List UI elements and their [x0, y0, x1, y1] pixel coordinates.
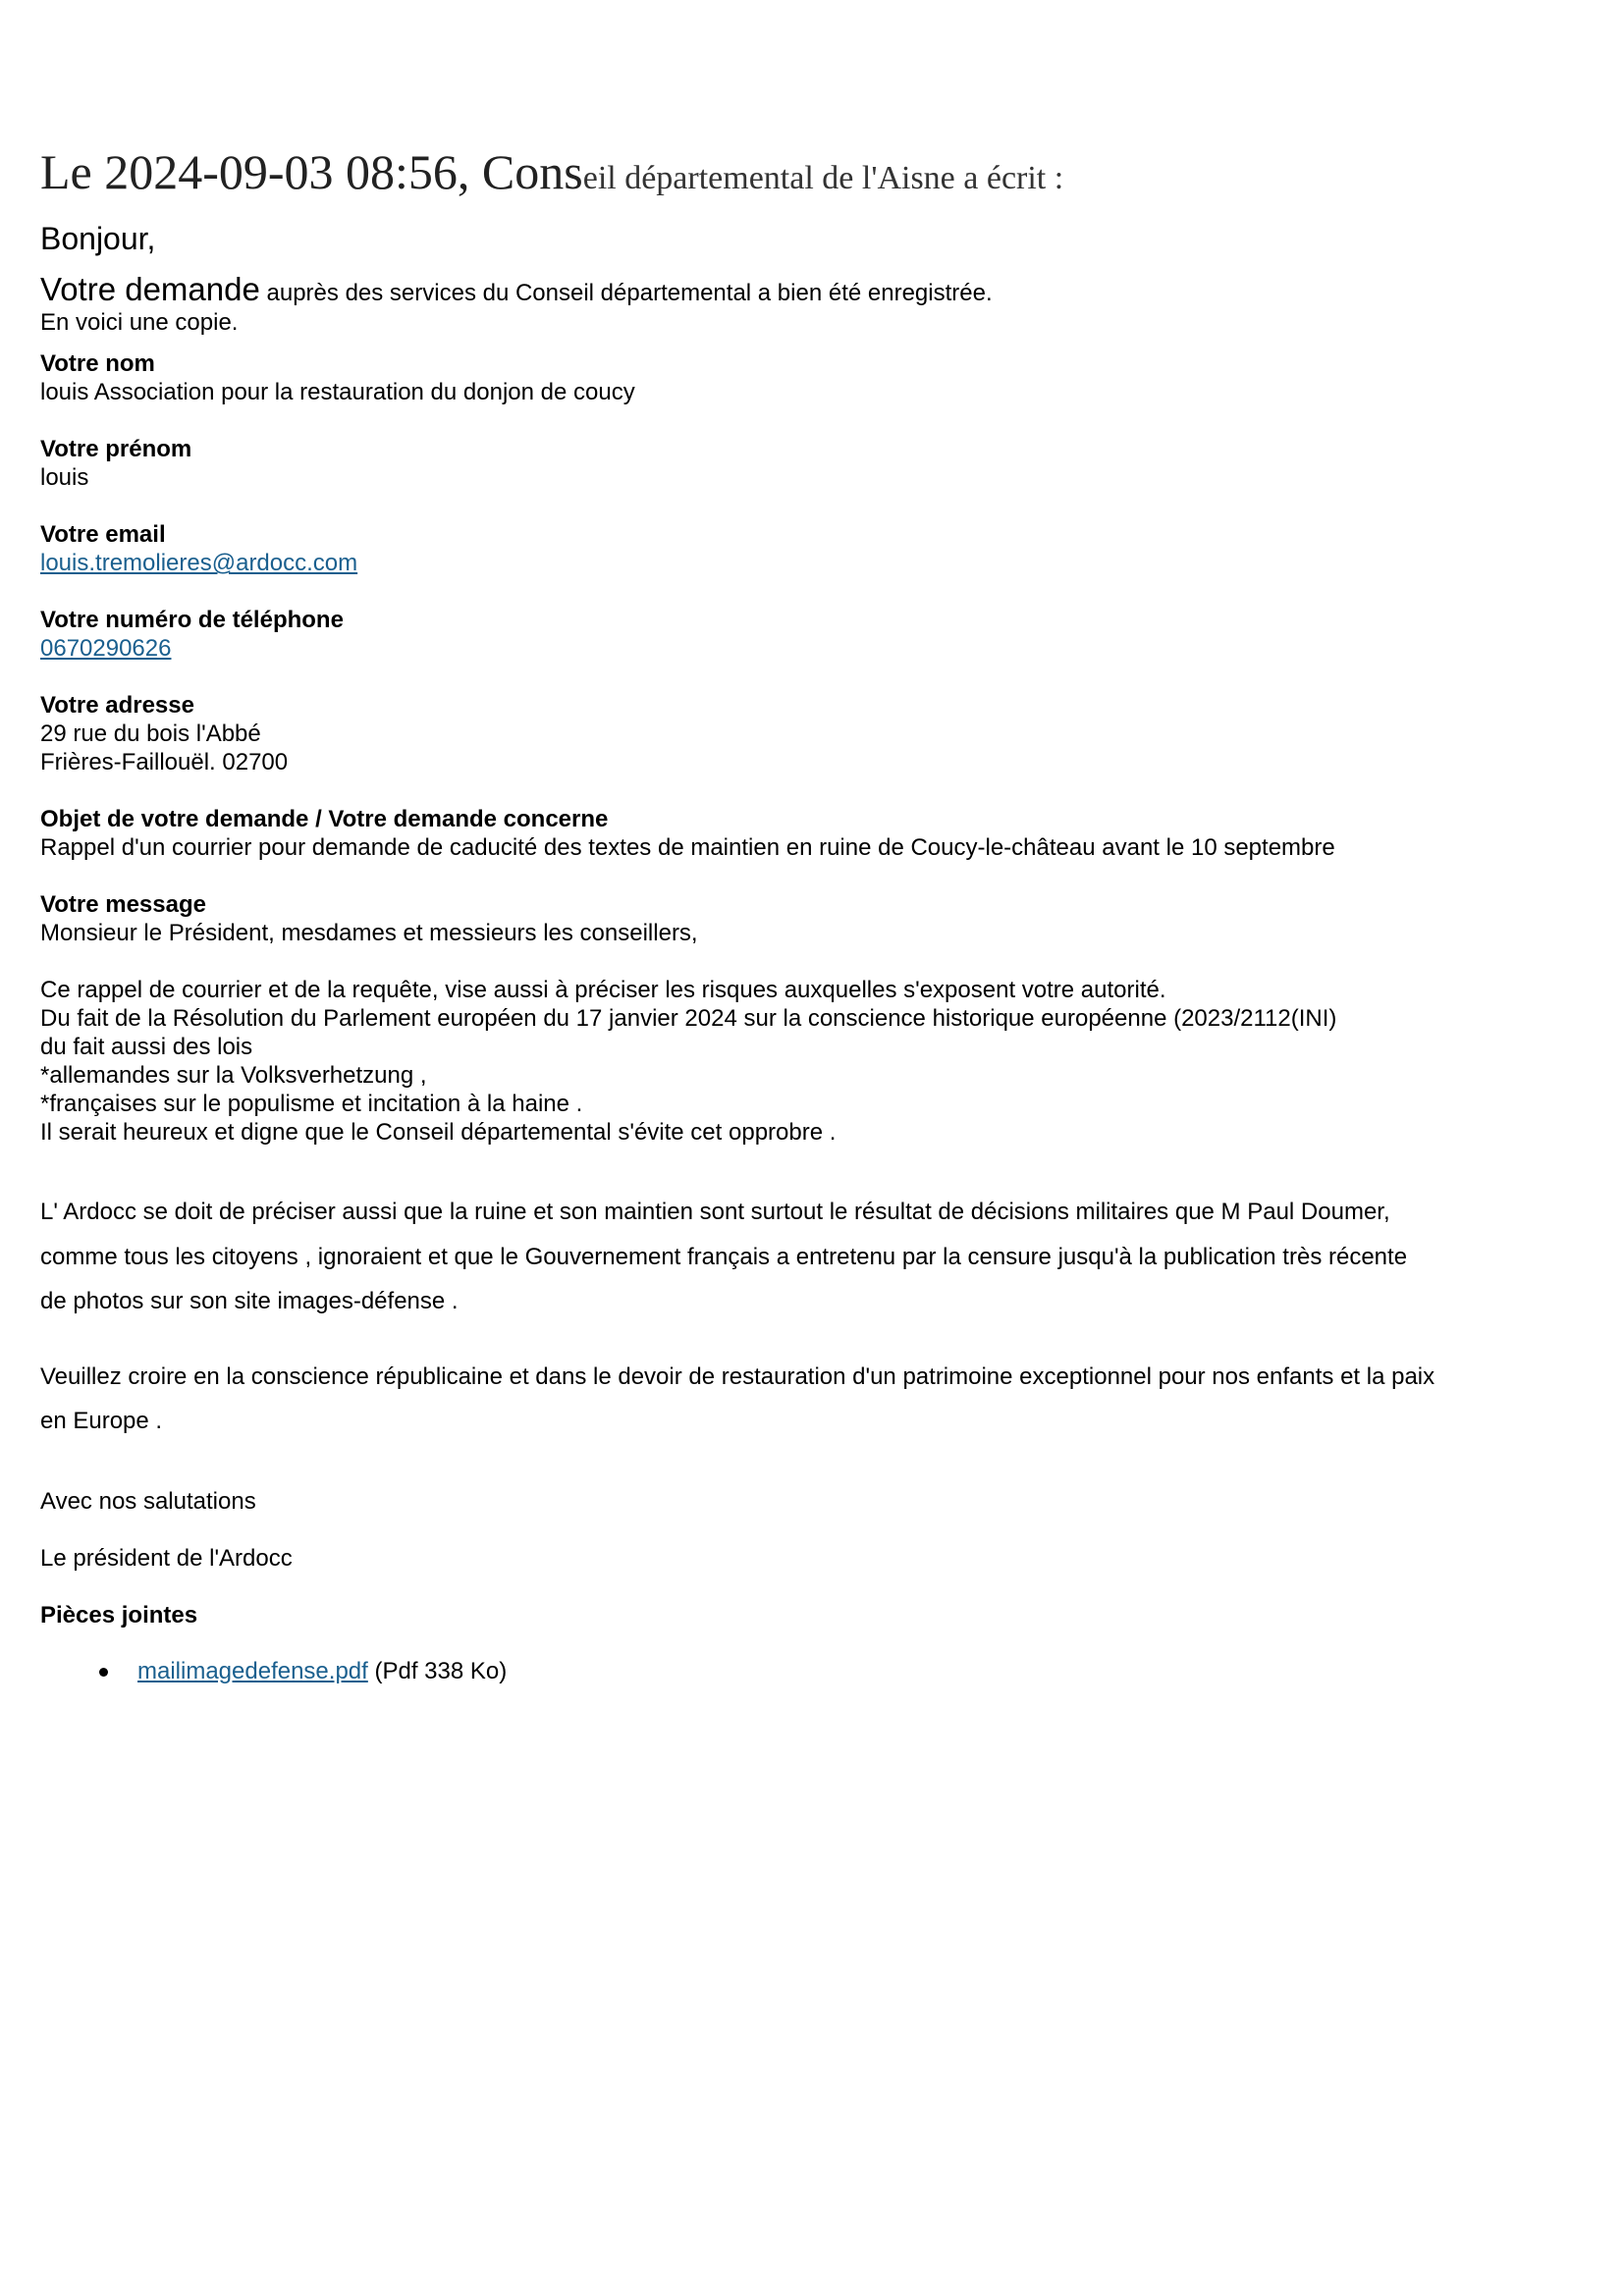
attachment-meta: (Pdf 338 Ko)	[367, 1657, 508, 1684]
field-message	[40, 890, 1572, 1573]
field-value: louis	[40, 464, 89, 492]
greeting: Bonjour,	[40, 221, 156, 256]
message-line: Il serait heureux et digne que le Conseil départemental s'évite cet opprobre .	[40, 1119, 837, 1147]
reply-header	[40, 144, 1572, 199]
intro-paragraph	[40, 271, 1572, 338]
message-paragraph-line: L' Ardocc se doit de préciser aussi que la ruine et son maintien sont surtout le résultat de décisions militaires que M Paul Doumer,	[40, 1199, 1390, 1226]
message-line: Du fait de la Résolution du Parlement européen du 17 janvier 2024 sur la conscience historique européenne (2023/2112(INI)	[40, 1005, 1337, 1033]
intro-rest: auprès des services du Conseil départemental a bien été enregistrée.	[259, 280, 993, 307]
message-line: du fait aussi des lois	[40, 1034, 253, 1061]
field-telephone	[40, 606, 1572, 663]
address-line-1: 29 rue du bois l'Abbé	[40, 721, 261, 748]
field-adresse	[40, 691, 1572, 776]
field-label: Votre adresse	[40, 692, 194, 720]
field-nom	[40, 349, 1572, 406]
phone-link[interactable]: 0670290626	[40, 635, 172, 663]
attachment-item	[40, 1657, 1572, 1685]
attachments-label: Pièces jointes	[40, 1601, 198, 1629]
field-label: Votre prénom	[40, 436, 192, 463]
field-label: Votre numéro de téléphone	[40, 607, 344, 634]
attachments-list	[40, 1657, 1572, 1685]
message-line: Ce rappel de courrier et de la requête, vise aussi à préciser les risques auxquelles s'exposent votre autorité.	[40, 977, 1166, 1004]
message-line: *françaises sur le populisme et incitation à la haine .	[40, 1091, 583, 1118]
email-body	[40, 144, 1572, 1685]
field-label: Votre nom	[40, 350, 155, 378]
field-label: Votre message	[40, 891, 206, 919]
signature: Le président de l'Ardocc	[40, 1544, 293, 1572]
reply-header-large: Le 2024-09-03 08:56, Cons	[40, 144, 583, 199]
field-label: Votre email	[40, 521, 166, 549]
intro-lead: Votre demande	[40, 271, 260, 308]
message-paragraph-line: comme tous les citoyens , ignoraient et que le Gouvernement français a entretenu par la censure jusqu'à la publication très récente	[40, 1243, 1408, 1270]
field-value: Rappel d'un courrier pour demande de caducité des textes de maintien en ruine de Coucy-le-château avant le 10 septembre	[40, 834, 1335, 862]
message-paragraph-line: Veuillez croire en la conscience républicaine et dans le devoir de restauration d'un patrimoine exceptionnel pour nos enfants et la paix	[40, 1362, 1435, 1390]
reply-header-small: eil départemental de l'Aisne a écrit :	[582, 160, 1064, 196]
attachments-section	[40, 1601, 1572, 1685]
field-prenom	[40, 435, 1572, 492]
bullet-icon	[99, 1668, 108, 1677]
email-link[interactable]: louis.tremolieres@ardocc.com	[40, 550, 358, 577]
intro-line2: En voici une copie.	[40, 309, 239, 337]
field-label: Objet de votre demande / Votre demande concerne	[40, 806, 609, 833]
field-objet	[40, 805, 1572, 862]
message-paragraph-line: en Europe .	[40, 1408, 163, 1435]
message-salutation: Monsieur le Président, mesdames et messieurs les conseillers,	[40, 920, 698, 947]
closing: Avec nos salutations	[40, 1487, 256, 1515]
field-email	[40, 520, 1572, 577]
address-line-2: Frières-Faillouël. 02700	[40, 749, 289, 776]
message-paragraph-line: de photos sur son site images-défense .	[40, 1288, 459, 1315]
attachment-link[interactable]: mailimagedefense.pdf	[137, 1657, 368, 1684]
field-value: louis Association pour la restauration du donjon de coucy	[40, 379, 635, 406]
message-line: *allemandes sur la Volksverhetzung ,	[40, 1062, 427, 1090]
